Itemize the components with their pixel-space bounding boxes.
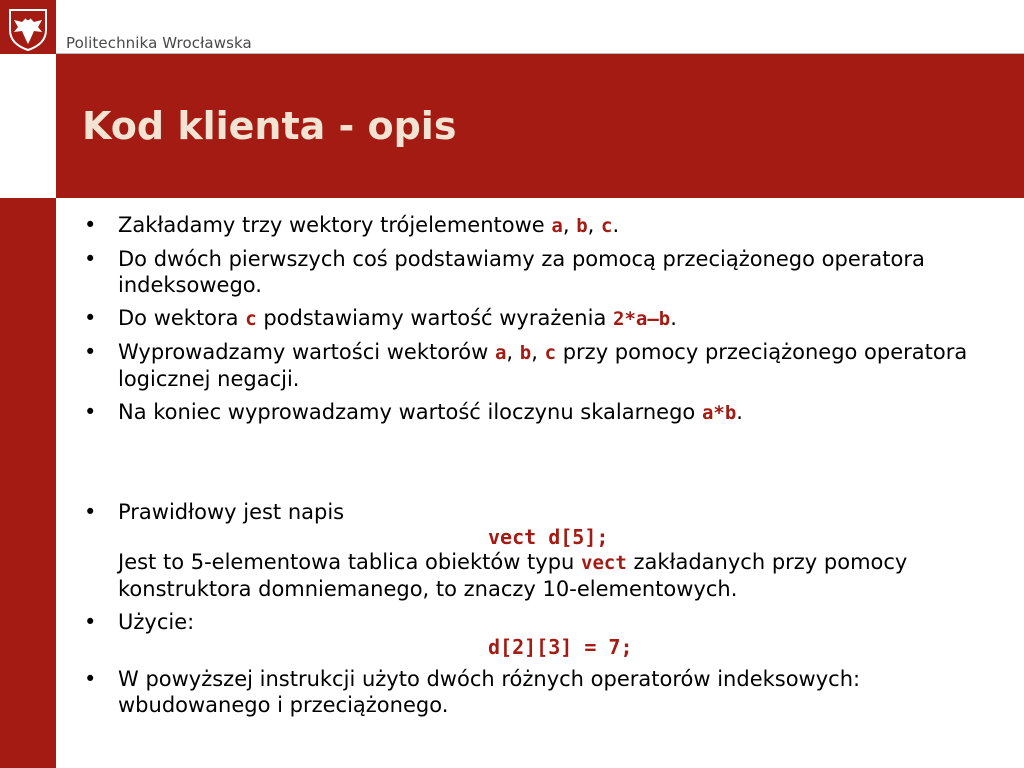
bullet-icon: • [84, 340, 97, 364]
bullet-text: przy pomocy przeciążonego operatora logicznej negacji. [118, 340, 968, 391]
bullet-text: W powyższej instrukcji użyto dwóch różnych operatorów indeksowych: wbudowanego i przeciążonego. [118, 667, 861, 717]
bullet-icon: • [84, 213, 97, 237]
code-b: b [519, 342, 532, 364]
university-name: Politechnika Wrocławska [66, 34, 252, 52]
separator: , [587, 213, 602, 237]
bullet-icon: • [84, 500, 97, 524]
bullet-item [80, 666, 1015, 718]
bullet-text: Jest to 5-elementowa tablica obiektów typu [118, 550, 582, 574]
eagle-crest-icon [0, 0, 56, 54]
bullet-text: podstawiamy wartość wyrażenia [256, 306, 613, 330]
code-c: c [601, 215, 613, 237]
left-stripe [0, 198, 56, 768]
bullet-text: Do wektora [118, 306, 246, 330]
code-c: c [245, 308, 257, 330]
bullet-icon: • [84, 667, 97, 691]
code-expression: 2*a–b [613, 308, 671, 330]
bullet-item [80, 399, 1015, 426]
bullet-text: Do dwóch pierwszych coś podstawiamy za pomocą przeciążonego operatora indeksowego. [118, 247, 925, 297]
bullet-icon: • [84, 247, 97, 271]
code-a: a [494, 342, 507, 364]
bullet-item [80, 609, 1015, 659]
bullet-text: Zakładamy trzy wektory trójelementowe [118, 213, 552, 237]
punctuation: . [670, 306, 677, 330]
bullet-icon: • [84, 610, 97, 634]
code-expression: a*b [701, 402, 737, 424]
bullet-text: Wyprowadzamy wartości wektorów [118, 340, 495, 364]
bullet-text: zakładanych przy pomocy konstruktora domniemanego, to znaczy 10-elementowych. [118, 550, 908, 601]
code-c: c [544, 342, 557, 364]
code-line: d[2][3] = 7; [488, 635, 633, 659]
slide-title: Kod klienta - opis [82, 104, 457, 148]
code-type: vect [581, 552, 627, 574]
punctuation: . [736, 400, 743, 424]
bullet-item [80, 246, 1015, 298]
bullet-item [80, 499, 1015, 602]
bullet-item [80, 212, 1015, 239]
separator: , [531, 340, 545, 364]
bullet-text: Użycie: [118, 610, 195, 634]
separator: , [562, 213, 577, 237]
bullet-icon: • [84, 306, 97, 330]
bullet-text: Na koniec wyprowadzamy wartość iloczynu skalarnego [118, 400, 702, 424]
code-a: a [551, 215, 563, 237]
code-line: vect d[5]; [488, 525, 609, 549]
bullet-icon: • [84, 400, 97, 424]
punctuation: . [612, 213, 620, 237]
bullet-item [80, 305, 1015, 332]
bullet-list [80, 212, 1015, 725]
bullet-item [80, 339, 1015, 392]
separator: , [506, 340, 520, 364]
code-b: b [576, 215, 588, 237]
bullet-text: Prawidłowy jest napis [118, 500, 345, 524]
